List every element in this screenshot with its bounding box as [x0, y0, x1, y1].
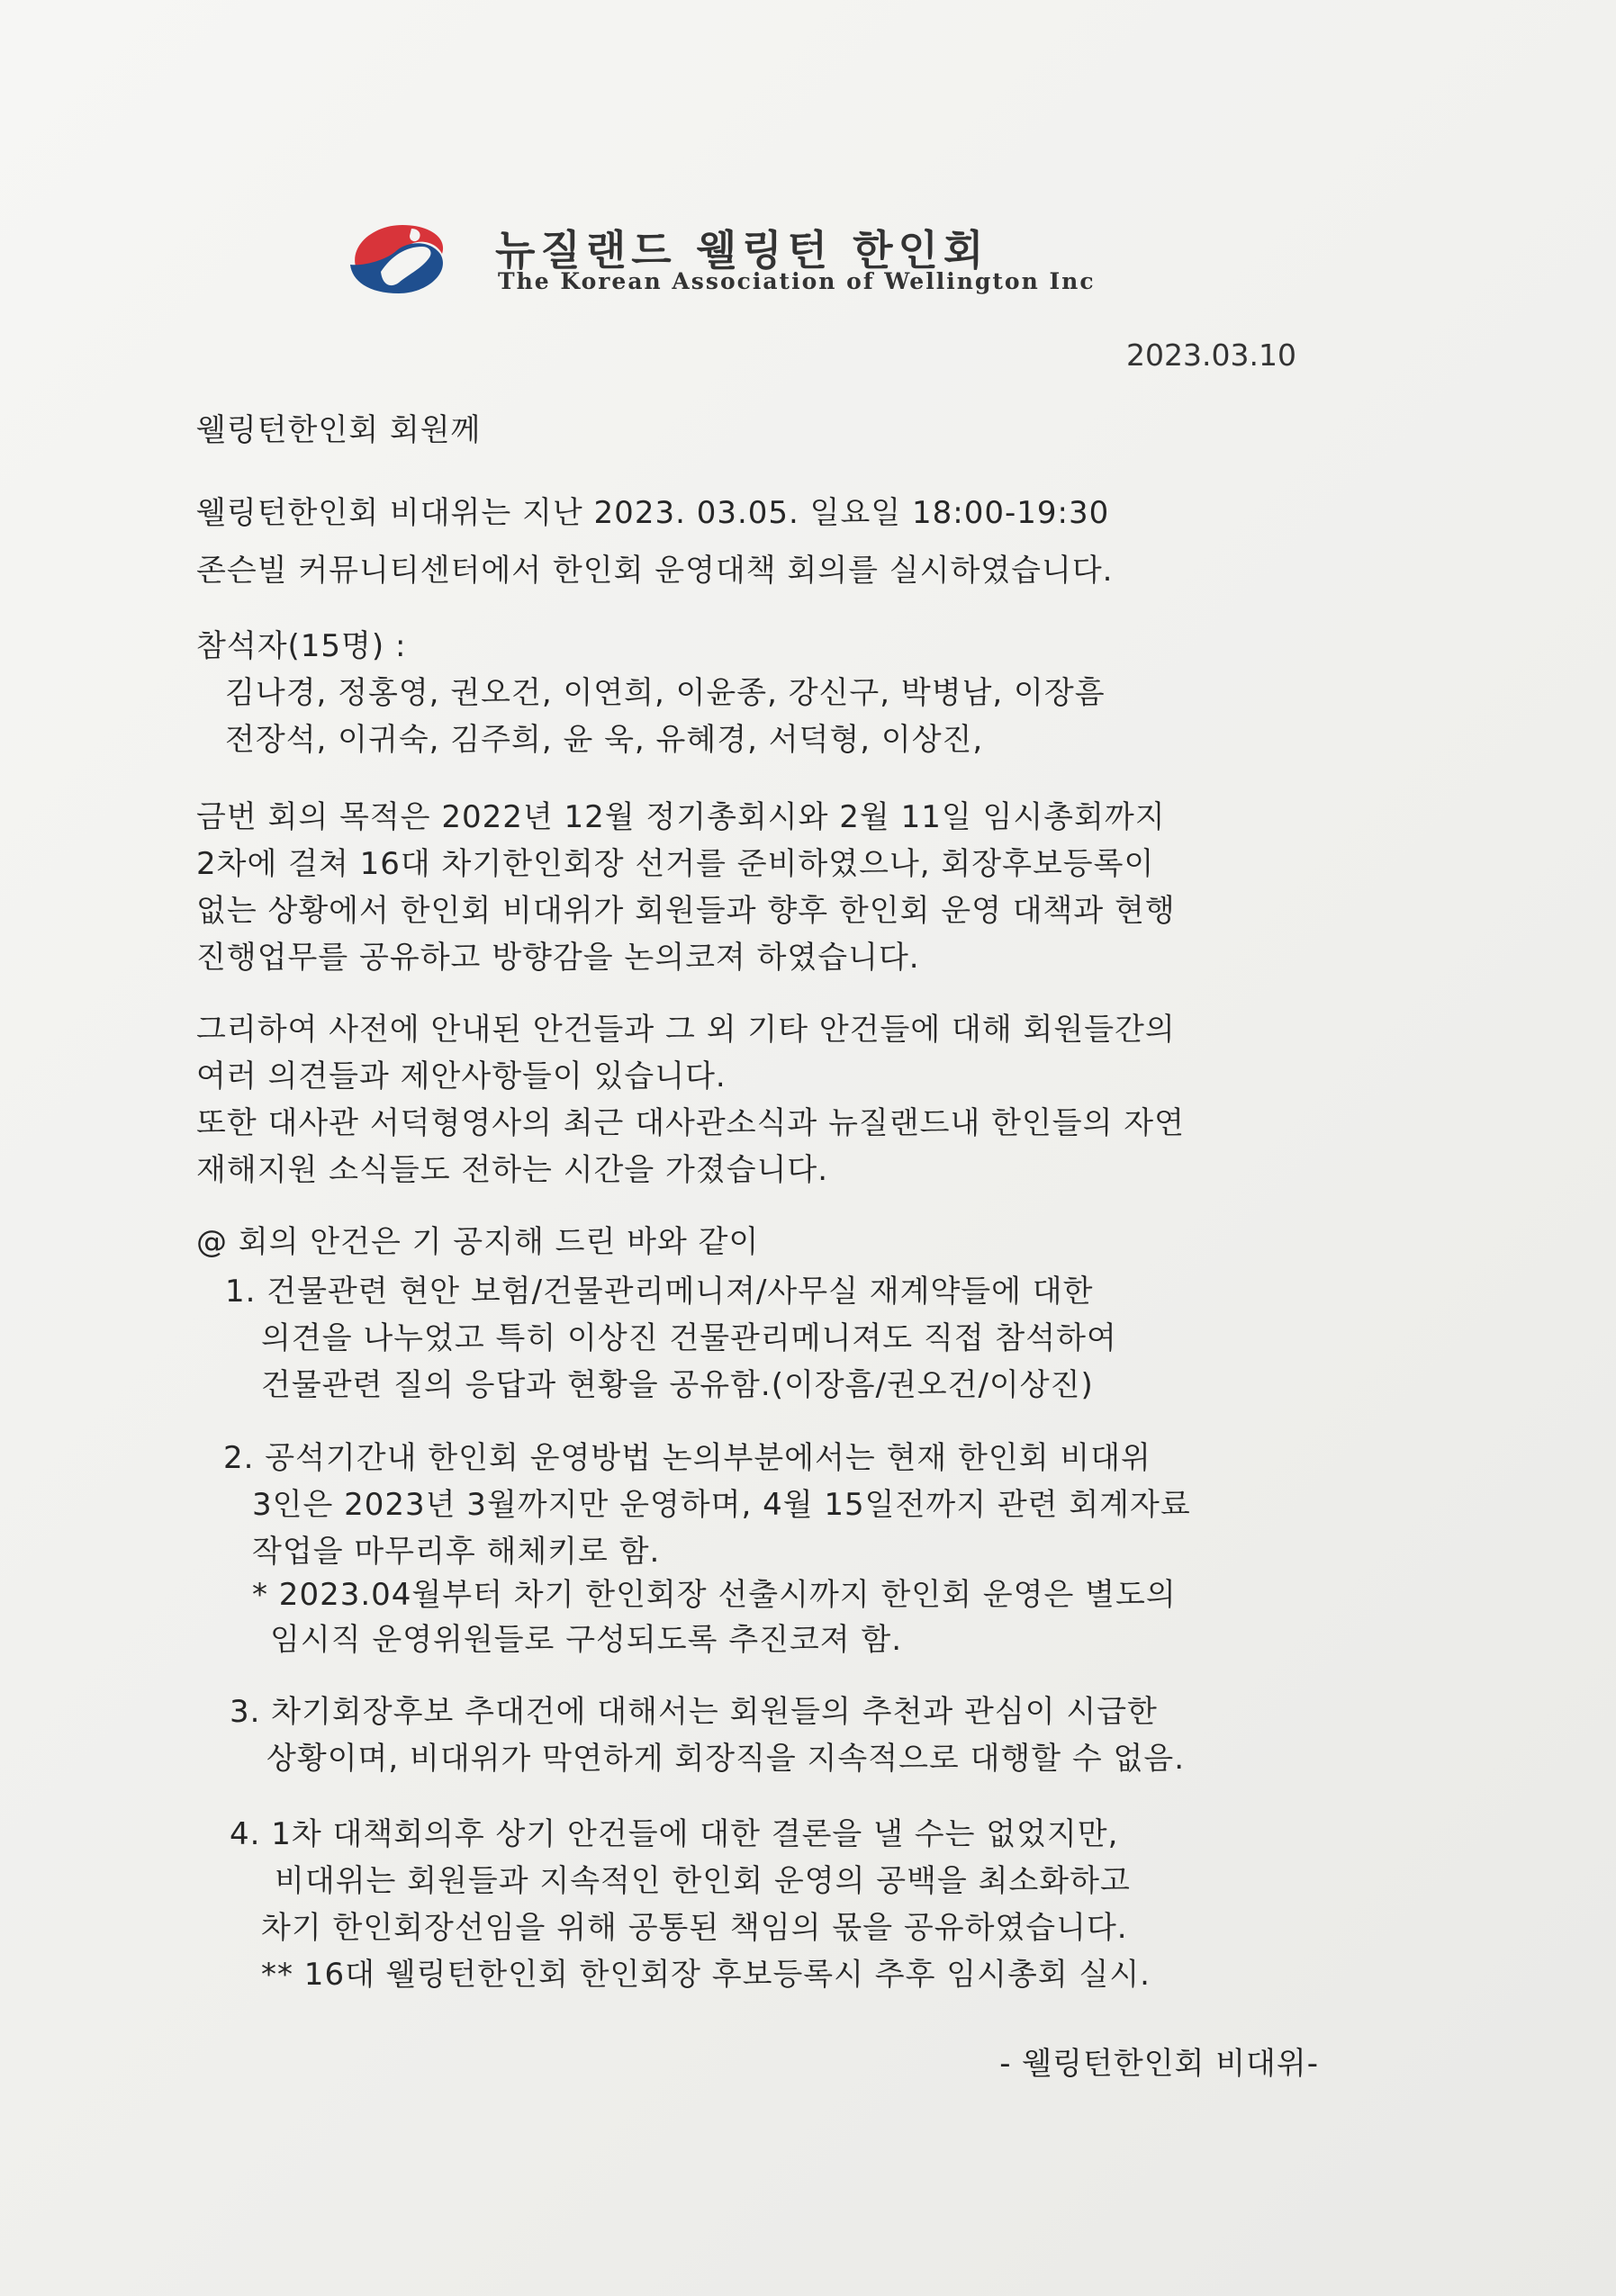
purpose-line: 진행업무를 공유하고 방향감을 논의코져 하였습니다.: [196, 940, 920, 976]
association-logo: [347, 216, 1103, 306]
logo-korean-name: 뉴질랜드 웰링턴 한인회: [495, 226, 989, 275]
discussion-line: 또한 대사관 서덕형영사의 최근 대사관소식과 뉴질랜드내 한인들의 자연: [196, 1105, 1185, 1141]
agenda-item-2: 3인은 2023년 3월까지만 운영하며, 4월 15일전까지 관련 회계자료: [252, 1487, 1191, 1523]
agenda-heading: @ 회의 안건은 기 공지해 드린 바와 같이: [196, 1224, 760, 1260]
agenda-item-1: 건물관련 질의 응답과 현황을 공유함.(이장흠/권오건/이상진): [261, 1367, 1094, 1403]
salutation: 웰링턴한인회 회원께: [196, 412, 482, 448]
agenda-item-2: 작업을 마무리후 해체키로 함.: [252, 1534, 661, 1570]
purpose-line: 없는 상황에서 한인회 비대위가 회원들과 향후 한인회 운영 대책과 현행: [196, 893, 1176, 929]
agenda-item-3: 3. 차기회장후보 추대건에 대해서는 회원들의 추천과 관심이 시급한: [230, 1694, 1158, 1730]
purpose-line: 2차에 걸쳐 16대 차기한인회장 선거를 준비하였으나, 회장후보등록이: [196, 846, 1155, 882]
attendees-heading: 참석자(15명) :: [196, 628, 407, 664]
agenda-item-2-note: * 2023.04월부터 차기 한인회장 선출시까지 한인회 운영은 별도의: [252, 1577, 1177, 1613]
attendees-line: 김나경, 정홍영, 권오건, 이연희, 이윤종, 강신구, 박병남, 이장흠: [225, 675, 1106, 711]
discussion-line: 여러 의견들과 제안사항들이 있습니다.: [196, 1058, 727, 1094]
agenda-item-4-note: ** 16대 웰링턴한인회 한인회장 후보등록시 추후 임시총회 실시.: [261, 1957, 1151, 1993]
letter-date: 2023.03.10: [1126, 338, 1296, 373]
logo-english-name: The Korean Association of Wellington Inc: [498, 268, 1096, 294]
purpose-line: 금번 회의 목적은 2022년 12월 정기총회시와 2월 11일 임시총회까지: [196, 799, 1166, 835]
attendees-line: 전장석, 이귀숙, 김주희, 윤 욱, 유혜경, 서덕형, 이상진,: [225, 722, 984, 758]
agenda-item-1: 의견을 나누었고 특히 이상진 건물관리메니져도 직접 참석하여: [261, 1320, 1117, 1356]
taegeuk-logo-icon: [347, 220, 468, 301]
agenda-item-1: 1. 건물관련 현안 보험/건물관리메니져/사무실 재계약들에 대한: [225, 1274, 1094, 1310]
agenda-item-3: 상황이며, 비대위가 막연하게 회장직을 지속적으로 대행할 수 없음.: [266, 1741, 1186, 1777]
agenda-item-2: 2. 공석기간내 한인회 운영방법 논의부분에서는 현재 한인회 비대위: [223, 1440, 1151, 1476]
discussion-line: 재해지원 소식들도 전하는 시간을 가졌습니다.: [196, 1152, 829, 1188]
agenda-item-4: 차기 한인회장선임을 위해 공통된 책임의 몫을 공유하였습니다.: [261, 1910, 1128, 1946]
agenda-item-2-note: 임시직 운영위원들로 구성되도록 추진코져 함.: [270, 1622, 903, 1658]
signature: - 웰링턴한인회 비대위-: [999, 2046, 1319, 2082]
intro-line: 존슨빌 커뮤니티센터에서 한인회 운영대책 회의를 실시하였습니다.: [196, 553, 1114, 589]
agenda-item-4: 비대위는 회원들과 지속적인 한인회 운영의 공백을 최소화하고: [275, 1863, 1131, 1899]
intro-line: 웰링턴한인회 비대위는 지난 2023. 03.05. 일요일 18:00-19:30: [196, 495, 1110, 531]
discussion-line: 그리하여 사전에 안내된 안건들과 그 외 기타 안건들에 대해 회원들간의: [196, 1012, 1176, 1048]
agenda-item-4: 4. 1차 대책회의후 상기 안건들에 대한 결론을 낼 수는 없었지만,: [230, 1816, 1119, 1852]
